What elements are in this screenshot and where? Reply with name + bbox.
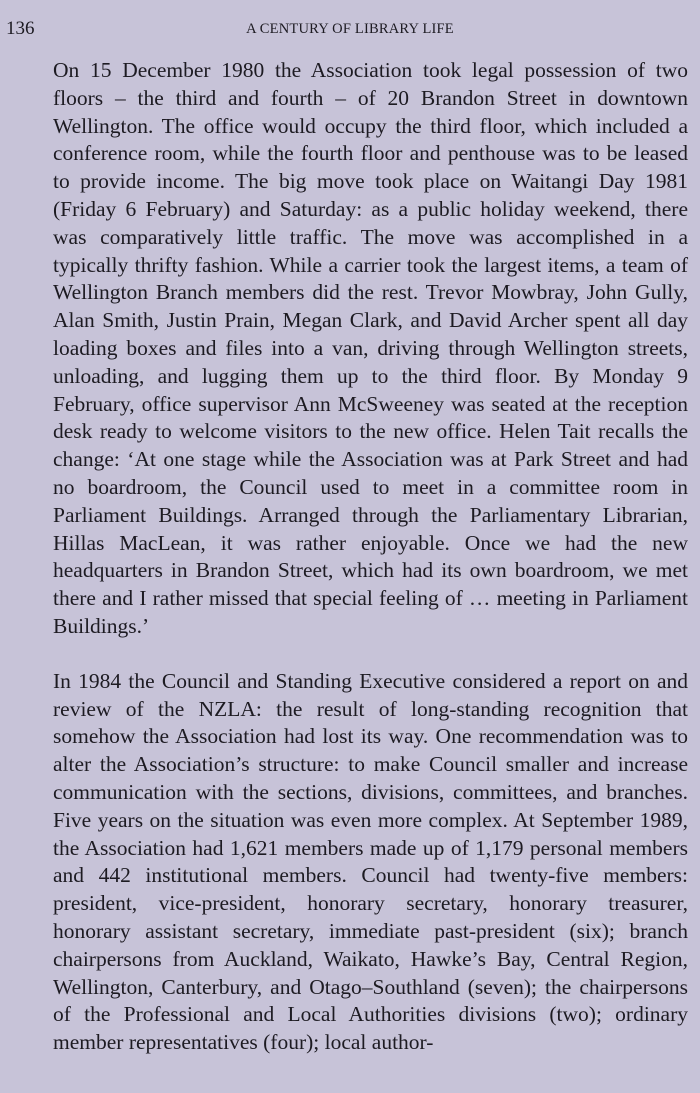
body-text bbox=[53, 57, 688, 1057]
page-number: 136 bbox=[6, 18, 35, 39]
paragraph-1: On 15 December 1980 the Association took legal possession of two floors – the third and fourth – of 20 Brandon Street in downtown Wellington. The office would occupy the third floor, which included a conference room, while the fourth floor and penthouse was to be leased to provide income. The big move took place on Waitangi Day 1981 (Friday 6 February) and Saturday: as a public holiday weekend, there was comparatively little traffic. The move was accomplished in a typically thrifty fashion. While a carrier took the largest items, a team of Wellington Branch members did the rest. Trevor Mowbray, John Gully, Alan Smith, Justin Prain, Megan Clark, and David Archer spent all day loading boxes and files into a van, driving through Wellington streets, unloading, and lugging them up to the third floor. By Monday 9 February, office supervisor Ann McSweeney was seated at the reception desk ready to welcome visitors to the new office. Helen Tait recalls the change: ‘At one stage while the Association was at Park Street and had no boardroom, the Council used to meet in a committee room in Parliament Buildings. Arranged through the Parliamentary Librarian, Hillas MacLean, it was rather enjoyable. Once we had the new headquarters in Brandon Street, which had its own boardroom, we met there and I rather missed that special feeling of … meeting in Parliament Buildings.’ bbox=[53, 58, 688, 638]
paragraph-2: In 1984 the Council and Standing Executive considered a report on and review of the NZLA: the result of long-standing recognition that somehow the Association had lost its way. One recommendation was to alter the Association’s structure: to make Council smaller and increase communication with the sections, divisions, committees, and branches. Five years on the situation was even more complex. At September 1989, the Association had 1,621 members made up of 1,179 personal members and 442 institutional members. Council had twenty-five members: president, vice-president, honorary secretary, honorary treasurer, honorary assistant secretary, immediate past-president (six); branch chairpersons from Auckland, Waikato, Hawke’s Bay, Central Region, Wellington, Canterbury, and Otago–Southland (seven); the chairpersons of the Professional and Local Authorities divisions (two); ordinary member representatives (four); local author- bbox=[53, 668, 688, 1055]
running-head: A CENTURY OF LIBRARY LIFE bbox=[246, 21, 454, 37]
